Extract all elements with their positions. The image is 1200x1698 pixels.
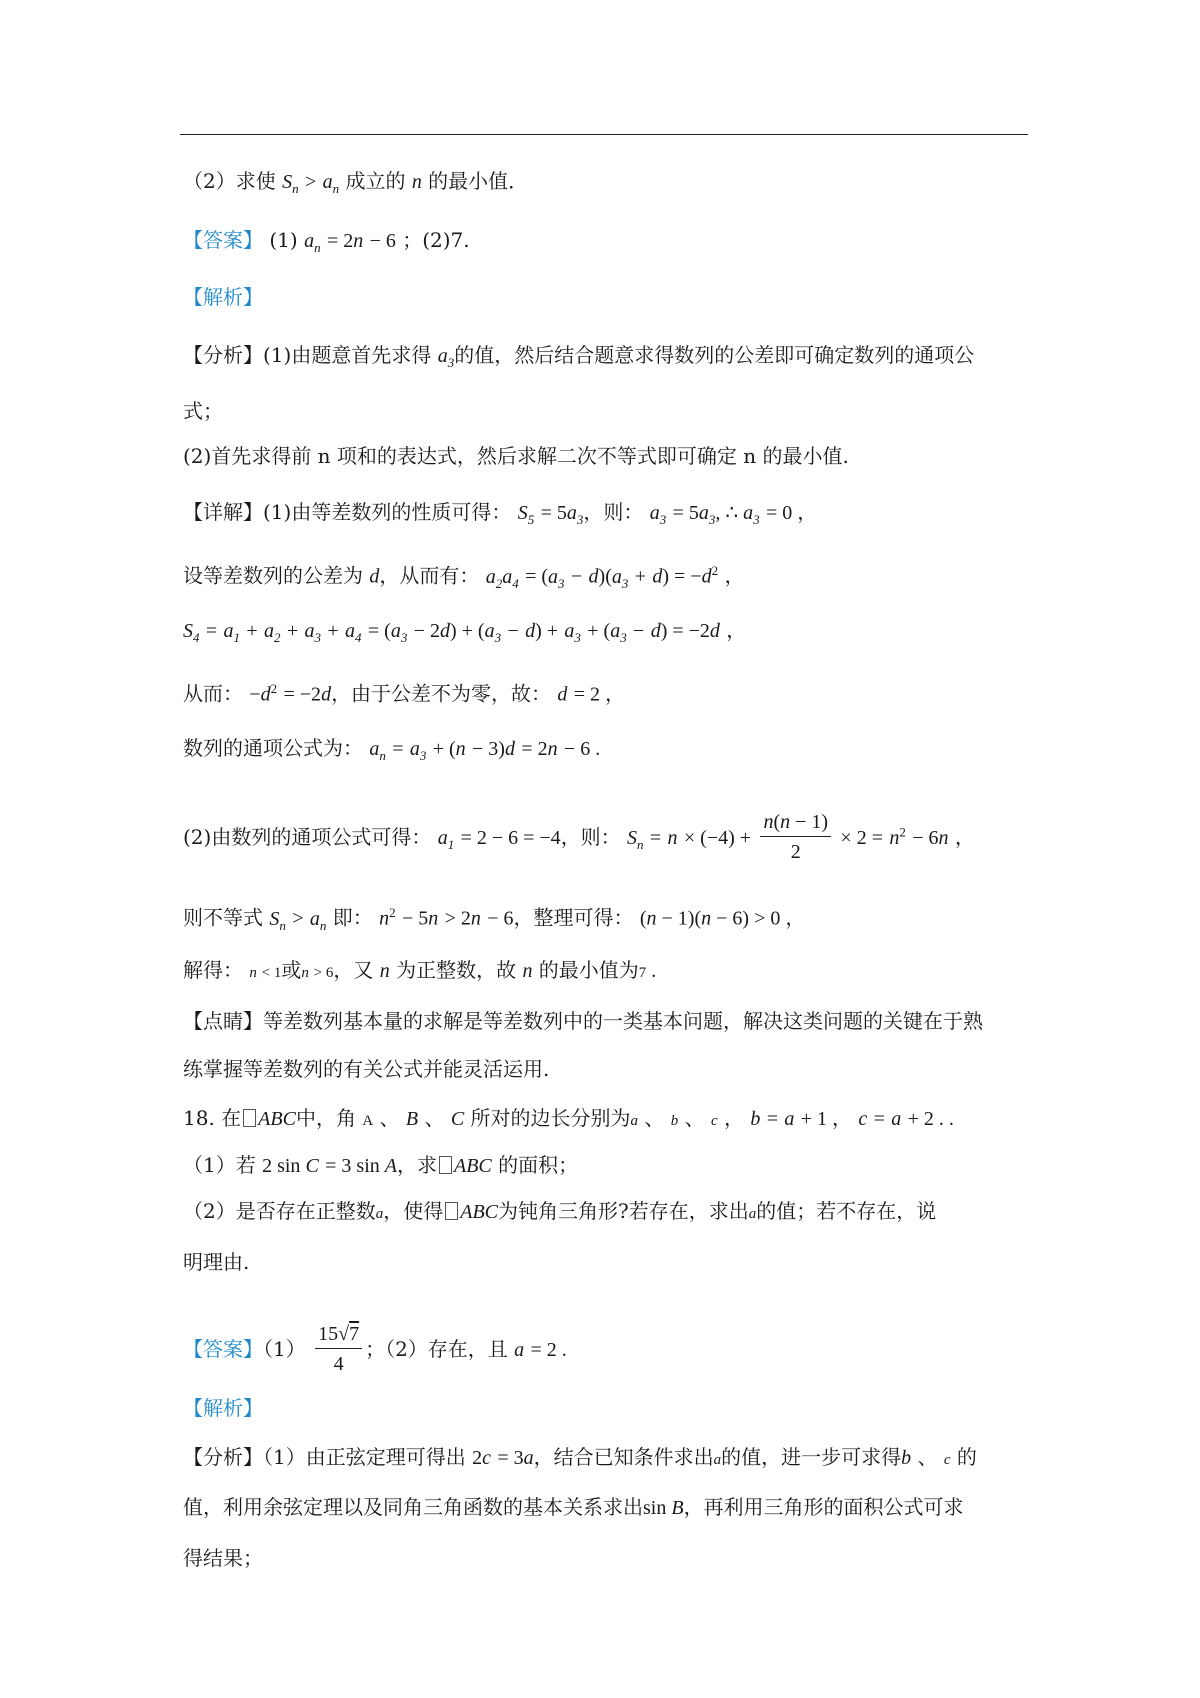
q17-answer: 【答案】 (1) $a_n = 2n - 6$ ；(2)7. — [183, 228, 470, 255]
q17-part2: （2）求使 $S_n > a_n$ 成立的 n 的最小值． — [183, 169, 529, 196]
q18-part2-cont — [183, 1247, 249, 1277]
text: 明理由. — [183, 1250, 250, 1274]
text: 的 — [956, 1445, 977, 1469]
text: ，由于公差不为零，故： — [331, 681, 552, 706]
text: ，则： — [583, 500, 644, 524]
question-number: 18. 在 — [183, 1106, 242, 1130]
text: ，求 — [396, 1153, 437, 1177]
q17-comment-1 — [183, 1006, 983, 1036]
analysis-label: 【解析】 — [183, 1396, 263, 1420]
text: 为正整数，故 — [396, 958, 517, 982]
q18-part2: （2）是否存在正整数a，使得 ABC为钝角三角形?若存在，求出a的值；若不存在，说 — [183, 1199, 937, 1223]
header-rule — [180, 134, 1028, 135]
q17-analysis-1: 【分析】(1)由题意首先求得 $a_3$的值，然后结合题意求得数列的公差即可确定数列的通项公 — [183, 343, 975, 370]
q17-detail-6: (2)由数列的通项公式可得： $a_1 = 2 - 6 = -4$，则： $S_n = n \times (-4)$ + $\frac{n(n - 1)}{2}$ × $2 = n^2 - 6n$ ， — [183, 808, 975, 867]
text: 解得： — [183, 958, 243, 982]
triangle-glyph-box — [243, 1109, 256, 1127]
text: 等差数列基本量的求解是等差数列中的一类基本问题，解决这类问题的关键在于熟 — [263, 1009, 983, 1033]
text: 成立的 — [345, 169, 406, 193]
text: ，使得 — [383, 1199, 444, 1223]
text: 所对的边长分别为 — [470, 1106, 631, 1130]
fraction: $\frac{15√7}{4}$ — [315, 1320, 362, 1379]
q17-detail-4: 从而： $-d^2 = -2d$，由于公差不为零，故： d = 2 ， — [183, 681, 626, 706]
q17-detail-5: 数列的通项公式为： $a_n = a_3 + (n - 3)d = 2n - 6$ . — [183, 736, 601, 763]
text: （2）是否存在正整数 — [183, 1199, 376, 1223]
text: ，整理可得： — [513, 905, 634, 930]
text: ，从而有： — [379, 563, 480, 588]
text: 从而： — [183, 681, 243, 706]
text: 的最小值为 — [538, 958, 639, 982]
text: 数列的通项公式为： — [183, 736, 363, 760]
q17-detail-2: 设等差数列的公差为 d，从而有： $a_2a_4 = (a_3 - d)(a_3 + d) = -d^2$ ， — [183, 563, 745, 591]
text: 设等差数列的公差为 — [183, 563, 363, 588]
text: 的最小值． — [428, 169, 529, 193]
text: (1)由等差数列的性质可得： — [263, 500, 512, 524]
analysis-sub-label: 【分析】 — [183, 1445, 263, 1469]
text: ，则： — [560, 825, 621, 849]
q18-answer: 【答案】（1） $\frac{15√7}{4}$ ；（2）存在，且 a = 2 . — [183, 1320, 567, 1379]
answer-label: 【答案】 — [183, 1337, 263, 1361]
q17-detail-1: 【详解】(1)由等差数列的性质可得： $S_5 = 5a_3$，则： $a_3 = 5a_3$, ∴ $a_3 = 0$ ， — [183, 500, 818, 527]
fraction: $\frac{n(n - 1)}{2}$ — [760, 808, 831, 867]
triangle-glyph-box — [445, 1202, 458, 1220]
text: （2）求使 — [183, 169, 276, 193]
q18-stem: 18. 在 ABC中，角 A 、 B 、 C 所对的边长分别为a 、 b 、 c ， b = a + 1 ， c = a + 2 . . — [183, 1106, 954, 1130]
detail-label: 【详解】 — [183, 500, 263, 524]
q17-detail-7: 则不等式 $S_n > a_n$ 即： $n^2 - 5n > 2n - 6$，整理可得： (n − 1)(n − 6) > 0 ， — [183, 905, 806, 933]
q18-analysis-3 — [183, 1543, 263, 1573]
text: ，再利用三角形的面积公式可求 — [683, 1495, 964, 1519]
text: 练掌握等差数列的有关公式并能灵活运用. — [183, 1057, 550, 1081]
text: (2)由数列的通项公式可得： — [183, 825, 432, 849]
q17-detail-3: $S_4 = a_1 + a_2 + a_3 + a_4 = (a_3 - 2d) + (a_3 - d) + a_3 + (a_3 - d) = -2d$ ， — [183, 620, 747, 645]
text: 的面积； — [498, 1153, 579, 1177]
text: 为钝角三角形?若存在，求出 — [498, 1199, 749, 1223]
text: 则不等式 — [183, 905, 263, 930]
text: 式； — [183, 399, 223, 423]
text: (1)由题意首先求得 — [263, 343, 432, 367]
q18-analysis-heading — [183, 1393, 263, 1423]
text: 值，利用余弦定理以及同角三角函数的基本关系求出 — [183, 1495, 643, 1519]
q18-analysis-1: 【分析】（1）由正弦定理可得出 2c = 3a，结合已知条件求出a的值，进一步可求得b 、 c 的 — [183, 1445, 977, 1469]
text: (1) — [269, 228, 298, 252]
text: 中，角 — [295, 1106, 356, 1130]
q17-analysis-2 — [183, 441, 849, 471]
comment-label: 【点睛】 — [183, 1009, 263, 1033]
text: 或 — [281, 958, 302, 982]
text: ，又 — [333, 958, 374, 982]
q18-part1: （1）若 2 sin C = 3 sin A，求 ABC 的面积； — [183, 1153, 579, 1177]
text: （1） — [263, 1337, 306, 1361]
text: 的值，然后结合题意求得数列的公差即可确定数列的通项公 — [454, 343, 975, 367]
q17-detail-8: 解得： n < 1或n > 6，又 n 为正整数，故 n 的最小值为7 . — [183, 958, 657, 982]
text: 的值，进一步可求得 — [721, 1445, 902, 1469]
text: ；（2）存在，且 — [365, 1337, 508, 1361]
q17-comment-2 — [183, 1054, 549, 1084]
triangle-glyph-box — [439, 1156, 452, 1174]
text: 的值；若不存在，说 — [756, 1199, 937, 1223]
text: （1）若 — [183, 1153, 256, 1177]
text: ，结合已知条件求出 — [533, 1445, 714, 1469]
text: （1）由正弦定理可得出 — [263, 1445, 466, 1469]
q17-analysis-heading — [183, 282, 263, 312]
answer-label: 【答案】 — [183, 228, 263, 252]
text: (2)首先求得前 n 项和的表达式，然后求解二次不等式即可确定 n 的最小值. — [183, 444, 849, 468]
analysis-sub-label: 【分析】 — [183, 343, 263, 367]
text: 得结果； — [183, 1546, 263, 1570]
q17-analysis-1c — [183, 396, 223, 426]
q18-analysis-2: 值，利用余弦定理以及同角三角函数的基本关系求出sin B，再利用三角形的面积公式可求 — [183, 1495, 964, 1519]
text: 即： — [332, 905, 373, 930]
analysis-label: 【解析】 — [183, 285, 263, 309]
text: ；(2)7. — [402, 228, 470, 252]
